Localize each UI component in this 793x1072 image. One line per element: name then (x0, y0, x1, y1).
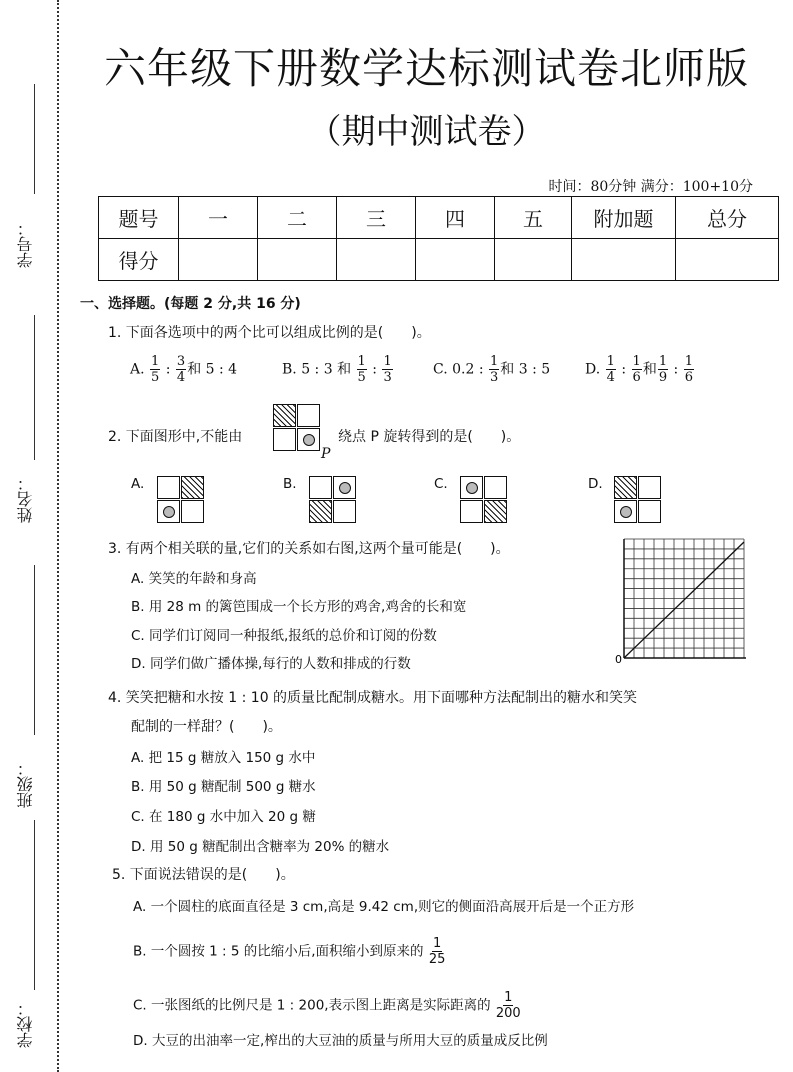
question-5-stem: 5. 下面说法错误的是( )。 (112, 867, 295, 883)
question-2-stem-b: 绕点 P 旋转得到的是( )。 (338, 429, 521, 445)
num: 1 (151, 354, 160, 369)
num: 1 (432, 936, 442, 951)
num: 1 (606, 354, 615, 369)
fraction (176, 354, 186, 385)
q3-line-graph (614, 534, 750, 664)
q1-a-prefix: A. (130, 361, 145, 378)
q2-option-d-label[interactable]: D. (588, 476, 603, 492)
dot-cell (157, 500, 180, 523)
den: 3 (383, 370, 392, 385)
q1-b-prefix: B. 5 : 3 和 (282, 361, 352, 378)
q4-option-a[interactable]: A. 把 15 g 糖放入 150 g 水中 (131, 750, 316, 766)
blank-cell (309, 476, 332, 499)
den: 4 (176, 370, 186, 385)
fraction (357, 354, 367, 385)
den: 6 (684, 370, 694, 385)
blank-cell (157, 476, 180, 499)
blank-cell (333, 500, 356, 523)
class-label: 班级： (16, 760, 35, 808)
q5-b-text: B. 一个圆按 1 : 5 的比缩小后,面积缩小到原来的 (133, 943, 424, 960)
score-header-cell: 五 (495, 197, 572, 239)
q1-option-b[interactable]: B. 5 : 3 和 $\frac{1}{5}$ : $\frac{1}{3}$ (282, 354, 392, 385)
circle-icon (466, 482, 478, 494)
student-no-label: 学号： (16, 220, 35, 268)
num: 1 (504, 990, 513, 1005)
den: 3 (490, 370, 499, 385)
den: 5 (357, 370, 366, 385)
page-title: 六年级下册数学达标测试卷北师版 (103, 44, 749, 93)
q5-c-text: C. 一张图纸的比例尺是 1 : 200,表示图上距离是实际距离的 (133, 997, 491, 1014)
q1-option-a[interactable]: A. $\frac{1}{5}$ : $\frac{3}{4}$ 和 5 : 4 (130, 354, 238, 385)
num: 1 (658, 354, 668, 369)
q3-option-b[interactable]: B. 用 28 m 的篱笆围成一个长方形的鸡舍,鸡舍的长和宽 (131, 599, 467, 615)
q4-option-d[interactable]: D. 用 50 g 糖配制出含糖率为 20% 的糖水 (131, 839, 390, 855)
den: 9 (658, 370, 668, 385)
num: 3 (176, 354, 186, 369)
q5-option-a[interactable]: A. 一个圆柱的底面直径是 3 cm,高是 9.42 cm,则它的侧面沿高展开后是一个正方形 (133, 899, 635, 915)
blank-cell (181, 500, 204, 523)
den: 6 (632, 370, 641, 385)
num: 1 (357, 354, 366, 369)
q4-option-b[interactable]: B. 用 50 g 糖配制 500 g 糖水 (131, 779, 316, 795)
hatched-cell (484, 500, 507, 523)
fraction (496, 990, 521, 1021)
score-header-cell: 一 (179, 197, 258, 239)
q1-option-c[interactable] (433, 354, 550, 385)
score-header-cell: 总分 (676, 197, 779, 239)
q5-option-b[interactable] (133, 936, 446, 967)
origin-label: 0 (615, 653, 622, 664)
hatched-cell (614, 476, 637, 499)
school-line (34, 820, 35, 990)
page-subtitle: （期中测试卷） (307, 112, 546, 152)
q1-c-tail: 和 3 : 5 (500, 361, 551, 378)
num: 1 (684, 354, 694, 369)
q2-option-a-figure[interactable] (157, 476, 205, 524)
score-header-cell: 二 (258, 197, 337, 239)
fraction (429, 936, 446, 967)
q3-option-a[interactable]: A. 笑笑的年龄和身高 (131, 571, 257, 587)
den: 5 (151, 370, 160, 385)
fraction (658, 354, 668, 385)
score-cell[interactable] (258, 239, 337, 281)
exam-meta: 时间：80分钟 满分：100+10分 (548, 179, 753, 195)
q1-option-d[interactable]: D. $\frac{1}{4}$ : $\frac{1}{6}$ 和 $\frac{1}{9}$ : $\frac{1}{6}$ (585, 354, 694, 385)
fraction (489, 354, 499, 385)
q2-option-c-label[interactable]: C. (434, 476, 448, 492)
hatched-cell (181, 476, 204, 499)
q1-d-prefix: D. (585, 361, 601, 378)
question-1-stem: 1. 下面各选项中的两个比可以组成比例的是( )。 (108, 325, 431, 341)
circle-icon (620, 506, 632, 518)
circle-icon (339, 482, 351, 494)
score-header-cell: 三 (337, 197, 416, 239)
blank-cell (638, 500, 661, 523)
q2-option-c-figure[interactable] (460, 476, 508, 524)
question-4-stem-line2: 配制的一样甜？( )。 (131, 719, 282, 735)
fraction (632, 354, 642, 385)
score-cell[interactable] (676, 239, 779, 281)
section-heading: 一、选择题。(每题 2 分,共 16 分) (80, 296, 301, 312)
q1-a-tail: 和 5 : 4 (187, 361, 238, 378)
question-2-stem-a: 2. 下面图形中,不能由 (108, 429, 243, 445)
dot-cell (297, 428, 320, 451)
q5-option-d[interactable]: D. 大豆的出油率一定,榨出的大豆油的质量与所用大豆的质量成反比例 (133, 1033, 548, 1049)
hatched-cell (309, 500, 332, 523)
hatched-cell (273, 404, 296, 427)
fraction (382, 354, 392, 385)
score-header-cell: 四 (416, 197, 495, 239)
dot-cell (333, 476, 356, 499)
school-label: 学校： (16, 1000, 35, 1048)
name-label: 姓名： (16, 475, 35, 523)
q4-option-c[interactable]: C. 在 180 g 水中加入 20 g 糖 (131, 809, 316, 825)
num: 1 (632, 354, 641, 369)
fraction (606, 354, 616, 385)
num: 1 (490, 354, 499, 369)
blank-cell (460, 500, 483, 523)
student-no-line (34, 84, 35, 194)
q2-option-b-figure[interactable] (309, 476, 357, 524)
score-cell[interactable] (337, 239, 416, 281)
score-row-label: 得分 (99, 239, 179, 281)
question-3-stem: 3. 有两个相关联的量,它们的关系如右图,这两个量可能是( )。 (108, 541, 510, 557)
score-cell[interactable] (572, 239, 676, 281)
fraction (150, 354, 160, 385)
class-line (34, 565, 35, 735)
q2-option-d-figure[interactable] (614, 476, 662, 524)
circle-icon (303, 434, 315, 446)
blank-cell (484, 476, 507, 499)
dot-cell (614, 500, 637, 523)
q2-option-a-label[interactable]: A. (131, 476, 145, 492)
den: 200 (495, 1006, 521, 1021)
q2-option-b-label[interactable]: B. (283, 476, 297, 492)
blank-cell (273, 428, 296, 451)
blank-cell (297, 404, 320, 427)
score-cell[interactable] (495, 239, 572, 281)
dot-cell (460, 476, 483, 499)
score-cell[interactable] (179, 239, 258, 281)
q1-c-prefix: C. 0.2 : (433, 361, 484, 378)
circle-icon (163, 506, 175, 518)
score-cell[interactable] (416, 239, 495, 281)
fraction (684, 354, 694, 385)
binding-dotted-line (57, 0, 59, 1072)
question-4-stem-line1: 4. 笑笑把糖和水按 1 : 10 的质量比配制成糖水。用下面哪种方法配制出的糖水和笑笑 (108, 690, 638, 706)
q3-option-c[interactable]: C. 同学们订阅同一种报纸,报纸的总价和订阅的份数 (131, 628, 437, 644)
score-header-cell: 附加题 (572, 197, 676, 239)
den: 4 (606, 370, 615, 385)
num: 1 (383, 354, 392, 369)
score-header-cell: 题号 (99, 197, 179, 239)
name-line (34, 315, 35, 460)
score-table (98, 196, 779, 281)
score-header-row (99, 197, 779, 239)
q2-reference-figure (273, 404, 321, 452)
blank-cell (638, 476, 661, 499)
q3-option-d[interactable]: D. 同学们做广播体操,每行的人数和排成的行数 (131, 656, 411, 672)
den: 25 (428, 952, 446, 967)
score-value-row (99, 239, 779, 281)
point-p-label: P (321, 446, 331, 462)
q5-option-c[interactable] (133, 990, 522, 1021)
